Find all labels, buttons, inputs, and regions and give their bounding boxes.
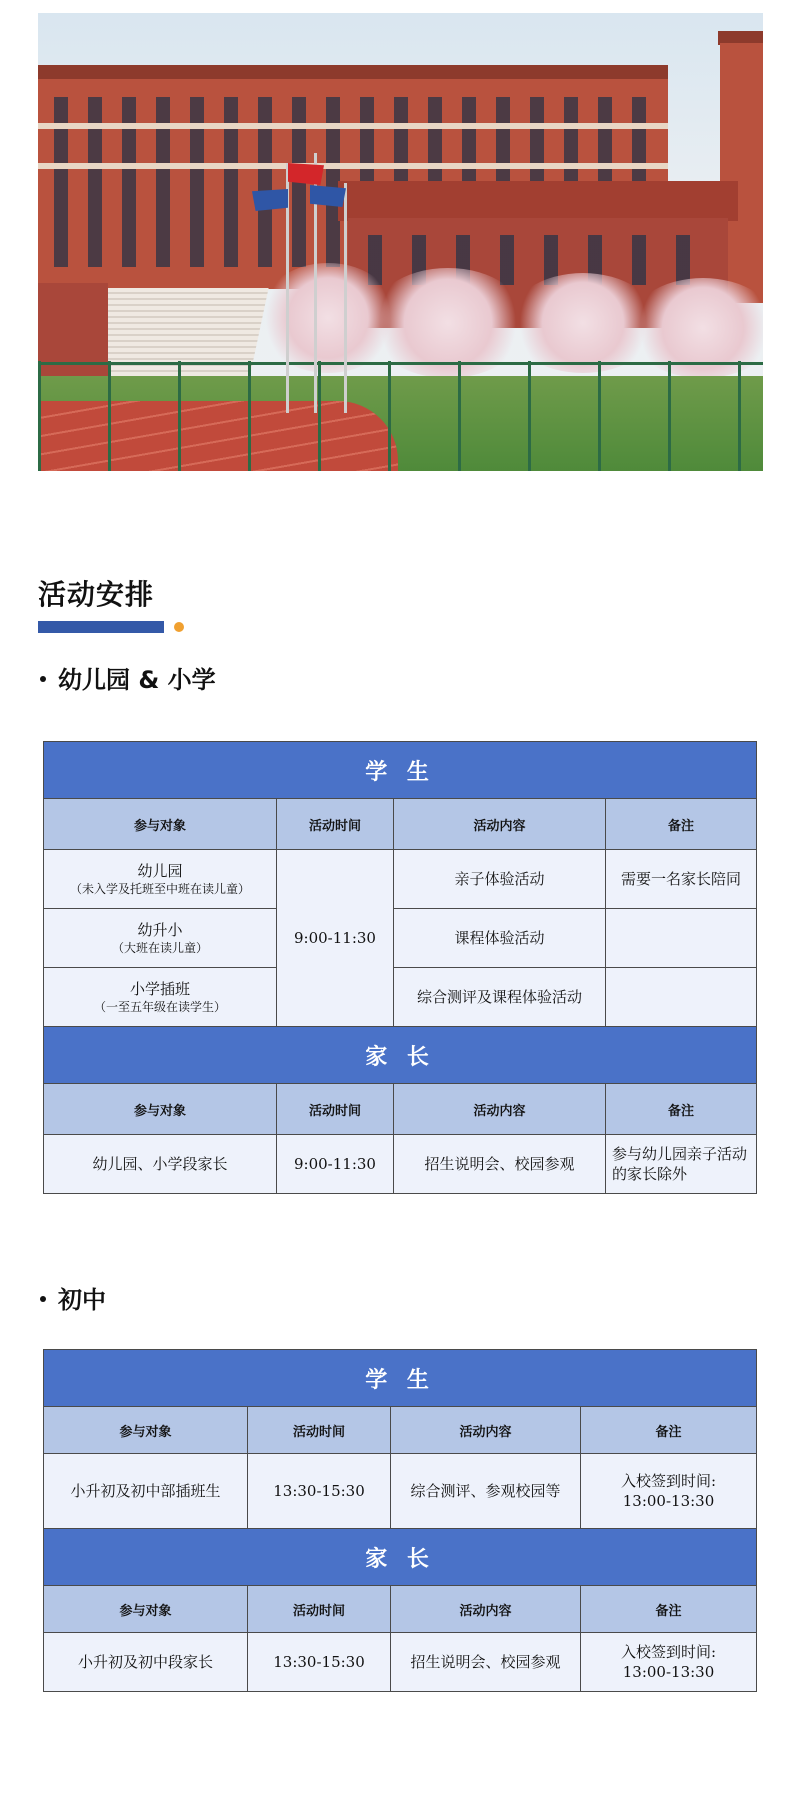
- title-underline-bar: [38, 621, 164, 633]
- content-cell: 综合测评、参观校园等: [391, 1454, 581, 1529]
- header-target: 参与对象: [44, 1586, 248, 1633]
- target-cell: [44, 909, 277, 968]
- header-content: 活动内容: [391, 1407, 581, 1454]
- heading-text: 初中: [58, 1286, 106, 1314]
- signin-label: 入校签到时间:: [620, 1643, 717, 1661]
- time-cell: 9:00-11:30: [277, 850, 394, 1027]
- target-cell: 小升初及初中段家长: [44, 1633, 248, 1692]
- bullet-dot: [40, 676, 46, 682]
- remark-cell: [581, 1454, 757, 1529]
- target-cell: [44, 850, 277, 909]
- header-target: 参与对象: [44, 1407, 248, 1454]
- signin-time: 13:00-13:30: [622, 1492, 715, 1510]
- header-time: 活动时间: [277, 799, 394, 850]
- target-note: （一至五年级在读学生）: [93, 1000, 226, 1014]
- signin-label: 入校签到时间:: [620, 1472, 717, 1490]
- remark-cell: [606, 909, 757, 968]
- content-cell: 招生说明会、校园参观: [391, 1633, 581, 1692]
- parents-band: 家 长: [44, 1027, 757, 1084]
- header-time: 活动时间: [277, 1084, 394, 1135]
- campus-photo: [38, 13, 763, 471]
- kindergarten-primary-schedule-table: [43, 741, 757, 1194]
- parents-band: 家 长: [44, 1529, 757, 1586]
- content-cell: 招生说明会、校园参观: [394, 1135, 606, 1194]
- bullet-dot: [40, 1296, 46, 1302]
- students-band: 学 生: [44, 742, 757, 799]
- table-row: [44, 909, 757, 968]
- section-title: 活动安排: [38, 578, 155, 611]
- header-remark: 备注: [606, 1084, 757, 1135]
- header-remark: 备注: [606, 799, 757, 850]
- target-name: 小学插班: [129, 980, 190, 998]
- header-content: 活动内容: [394, 1084, 606, 1135]
- target-name: 幼升小: [137, 921, 183, 939]
- heading-text: 幼儿园 & 小学: [58, 666, 216, 694]
- time-cell: 13:30-15:30: [248, 1454, 391, 1529]
- signin-time: 13:00-13:30: [622, 1663, 715, 1681]
- remark-cell: [581, 1633, 757, 1692]
- content-cell: 课程体验活动: [394, 909, 606, 968]
- remark-cell: 参与幼儿园亲子活动的家长除外: [606, 1135, 757, 1194]
- table-row: [44, 1135, 757, 1194]
- header-content: 活动内容: [391, 1586, 581, 1633]
- content-cell: 亲子体验活动: [394, 850, 606, 909]
- target-name: 幼儿园: [137, 862, 183, 880]
- students-band: 学 生: [44, 1350, 757, 1407]
- target-cell: [44, 968, 277, 1027]
- remark-cell: [606, 968, 757, 1027]
- heading-kindergarten-primary: [38, 660, 216, 695]
- target-note: （大班在读儿童）: [111, 941, 208, 955]
- header-remark: 备注: [581, 1586, 757, 1633]
- content-cell: 综合测评及课程体验活动: [394, 968, 606, 1027]
- header-content: 活动内容: [394, 799, 606, 850]
- title-accent-dot: [174, 622, 184, 632]
- table-row: [44, 1454, 757, 1529]
- time-cell: 9:00-11:30: [277, 1135, 394, 1194]
- time-cell: 13:30-15:30: [248, 1633, 391, 1692]
- target-cell: 小升初及初中部插班生: [44, 1454, 248, 1529]
- table-row: [44, 968, 757, 1027]
- table-row: [44, 850, 757, 909]
- header-target: 参与对象: [44, 799, 277, 850]
- header-time: 活动时间: [248, 1407, 391, 1454]
- table-row: [44, 1633, 757, 1692]
- target-note: （未入学及托班至中班在读儿童）: [69, 882, 250, 896]
- remark-cell: 需要一名家长陪同: [606, 850, 757, 909]
- target-cell: 幼儿园、小学段家长: [44, 1135, 277, 1194]
- header-target: 参与对象: [44, 1084, 277, 1135]
- heading-middle-school: [38, 1280, 106, 1315]
- middle-school-schedule-table: [43, 1349, 757, 1692]
- header-remark: 备注: [581, 1407, 757, 1454]
- header-time: 活动时间: [248, 1586, 391, 1633]
